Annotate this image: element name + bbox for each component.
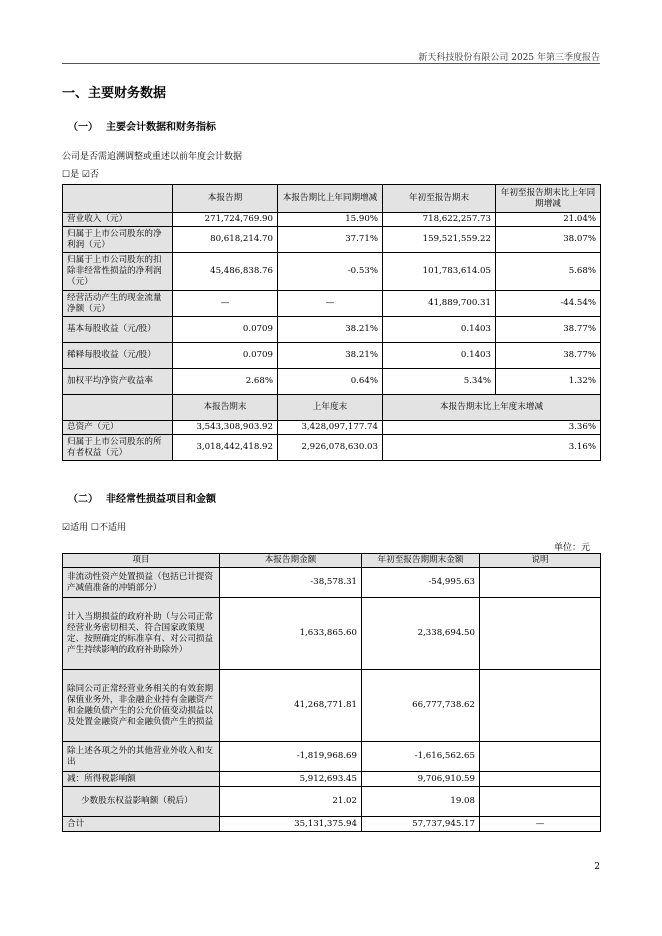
cell-value: 101,783,614.05 <box>383 253 496 291</box>
cell-value: 41,889,700.31 <box>383 291 496 317</box>
row-label: 稀释每股收益（元/股） <box>63 343 173 369</box>
row-label: 合计 <box>63 817 220 832</box>
subsection-2-title <box>68 490 216 505</box>
cell-value: 3,018,442,418.92 <box>173 435 278 461</box>
cell-value: 41,268,771.81 <box>220 670 362 742</box>
subsection-1-title <box>68 118 216 133</box>
cell-value: 21.02 <box>220 787 362 817</box>
non-recurring-table <box>62 553 601 832</box>
cell-value: 57,737,945.17 <box>362 817 480 832</box>
table-row <box>63 369 601 395</box>
cell-note <box>480 670 601 742</box>
cell-value: 21.04% <box>496 213 601 227</box>
cell-value: 80,618,214.70 <box>173 227 278 253</box>
table1-header: 本报告期末 <box>173 395 278 421</box>
row-label: 归属于上市公司股东的净利润（元） <box>63 227 173 253</box>
table2-header: 项目 <box>63 554 220 568</box>
cell-value: 271,724,769.90 <box>173 213 278 227</box>
header-divider <box>62 63 600 64</box>
cell-value: -1,616,562.65 <box>362 742 480 772</box>
cell-value: 5.34% <box>383 369 496 395</box>
cell-value: -54,995.63 <box>362 568 480 598</box>
cell-value: -38,578.31 <box>220 568 362 598</box>
subsection-2-text: 非经常性损益项目和金额 <box>106 494 216 505</box>
row-label: 总资产（元） <box>63 421 173 435</box>
cell-value: 3,543,308,903.92 <box>173 421 278 435</box>
table2-header: 说明 <box>480 554 601 568</box>
table-row <box>63 291 601 317</box>
cell-value: 5.68% <box>496 253 601 291</box>
table1-header-blank <box>63 185 173 213</box>
row-label: 基本每股收益（元/股） <box>63 317 173 343</box>
cell-value: 2,926,078,630.03 <box>278 435 383 461</box>
table1-header: 本报告期比上年同期增减 <box>278 185 383 213</box>
table-row <box>63 742 601 772</box>
table-row <box>63 421 601 435</box>
row-label: 归属于上市公司股东的扣除非经常性损益的净利润（元） <box>63 253 173 291</box>
report-header-title: 新天科技股份有限公司 2025 年第三季度报告 <box>418 53 600 63</box>
cell-value: 35,131,375.94 <box>220 817 362 832</box>
subsection-1-number: （一） <box>68 122 98 133</box>
cell-note <box>480 772 601 787</box>
table-row <box>63 772 601 787</box>
cell-value: 15.90% <box>278 213 383 227</box>
table-row <box>63 343 601 369</box>
table2-header-row <box>63 554 601 568</box>
cell-value: 1,633,865.60 <box>220 598 362 670</box>
row-label: 除上述各项之外的其他营业外收入和支出 <box>63 742 220 772</box>
cell-value: 0.0709 <box>173 343 278 369</box>
table1-header: 年初至报告期末比上年同期增减 <box>496 185 601 213</box>
table1-header-row-2 <box>63 395 601 421</box>
applicable-options: ☑适用 ☐不适用 <box>62 523 126 533</box>
subsection-2-number: （二） <box>68 494 98 505</box>
row-label: 经营活动产生的现金流量净额（元） <box>63 291 173 317</box>
subsection-1-text: 主要会计数据和财务指标 <box>106 122 216 133</box>
cell-value: 5,912,693.45 <box>220 772 362 787</box>
cell-value: 66,777,738.62 <box>362 670 480 742</box>
page-number: 2 <box>594 862 600 872</box>
table-row <box>63 435 601 461</box>
cell-value: 38.77% <box>496 343 601 369</box>
cell-value: 37.71% <box>278 227 383 253</box>
cell-value: -1,819,968.69 <box>220 742 362 772</box>
row-label: 除同公司正常经营业务相关的有效套期保值业务外，非金融企业持有金融资产和金融负债产生的公允价值变动损益以及处置金融资产和金融负债产生的损益 <box>63 670 220 742</box>
table1-header: 年初至报告期末 <box>383 185 496 213</box>
row-label: 营业收入（元） <box>63 213 173 227</box>
restate-question: 公司是否需追溯调整或重述以前年度会计数据 <box>62 152 243 162</box>
cell-value: 38.21% <box>278 343 383 369</box>
cell-note <box>480 598 601 670</box>
table1-header: 本报告期末比上年度末增减 <box>383 395 601 421</box>
cell-value: 38.21% <box>278 317 383 343</box>
table1-header-blank <box>63 395 173 421</box>
cell-value: 38.07% <box>496 227 601 253</box>
row-label: 少数股东权益影响额（税后） <box>63 787 220 817</box>
table-row <box>63 670 601 742</box>
cell-value: 3.36% <box>383 421 601 435</box>
cell-value: — <box>278 291 383 317</box>
cell-value: 2.68% <box>173 369 278 395</box>
cell-value: -44.54% <box>496 291 601 317</box>
table-row <box>63 817 601 832</box>
row-label: 加权平均净资产收益率 <box>63 369 173 395</box>
cell-value: 3,428,097,177.74 <box>278 421 383 435</box>
section-title: 一、主要财务数据 <box>62 86 167 101</box>
cell-value: 9,706,910.59 <box>362 772 480 787</box>
row-label: 减：所得税影响额 <box>63 772 220 787</box>
cell-value: -0.53% <box>278 253 383 291</box>
cell-value: 38.77% <box>496 317 601 343</box>
table1-header: 上年度末 <box>278 395 383 421</box>
cell-value: 45,486,838.76 <box>173 253 278 291</box>
table-row <box>63 598 601 670</box>
row-label: 归属于上市公司股东的所有者权益（元） <box>63 435 173 461</box>
row-label: 非流动性资产处置损益（包括已计提资产减值准备的冲销部分） <box>63 568 220 598</box>
table-row <box>63 227 601 253</box>
cell-note <box>480 568 601 598</box>
cell-note: — <box>480 817 601 832</box>
table1-header: 本报告期 <box>173 185 278 213</box>
key-financial-table <box>62 184 601 461</box>
cell-value: 2,338,694.50 <box>362 598 480 670</box>
cell-value: — <box>173 291 278 317</box>
table-row <box>63 787 601 817</box>
table-row <box>63 317 601 343</box>
table-row <box>63 253 601 291</box>
restate-options: ☐是 ☑否 <box>62 170 99 180</box>
unit-label: 单位：元 <box>553 543 590 553</box>
table-row <box>63 568 601 598</box>
cell-value: 19.08 <box>362 787 480 817</box>
cell-value: 0.1403 <box>383 343 496 369</box>
cell-value: 0.0709 <box>173 317 278 343</box>
cell-value: 159,521,559.22 <box>383 227 496 253</box>
cell-note <box>480 742 601 772</box>
cell-value: 718,622,257.73 <box>383 213 496 227</box>
cell-note <box>480 787 601 817</box>
cell-value: 1.32% <box>496 369 601 395</box>
table1-header-row <box>63 185 601 213</box>
cell-value: 0.64% <box>278 369 383 395</box>
row-label: 计入当期损益的政府补助（与公司正常经营业务密切相关、符合国家政策规定、按照确定的标准享有、对公司损益产生持续影响的政府补助除外） <box>63 598 220 670</box>
table2-header: 本报告期金额 <box>220 554 362 568</box>
cell-value: 0.1403 <box>383 317 496 343</box>
table2-header: 年初至报告期期末金额 <box>362 554 480 568</box>
table-row <box>63 213 601 227</box>
cell-value: 3.16% <box>383 435 601 461</box>
